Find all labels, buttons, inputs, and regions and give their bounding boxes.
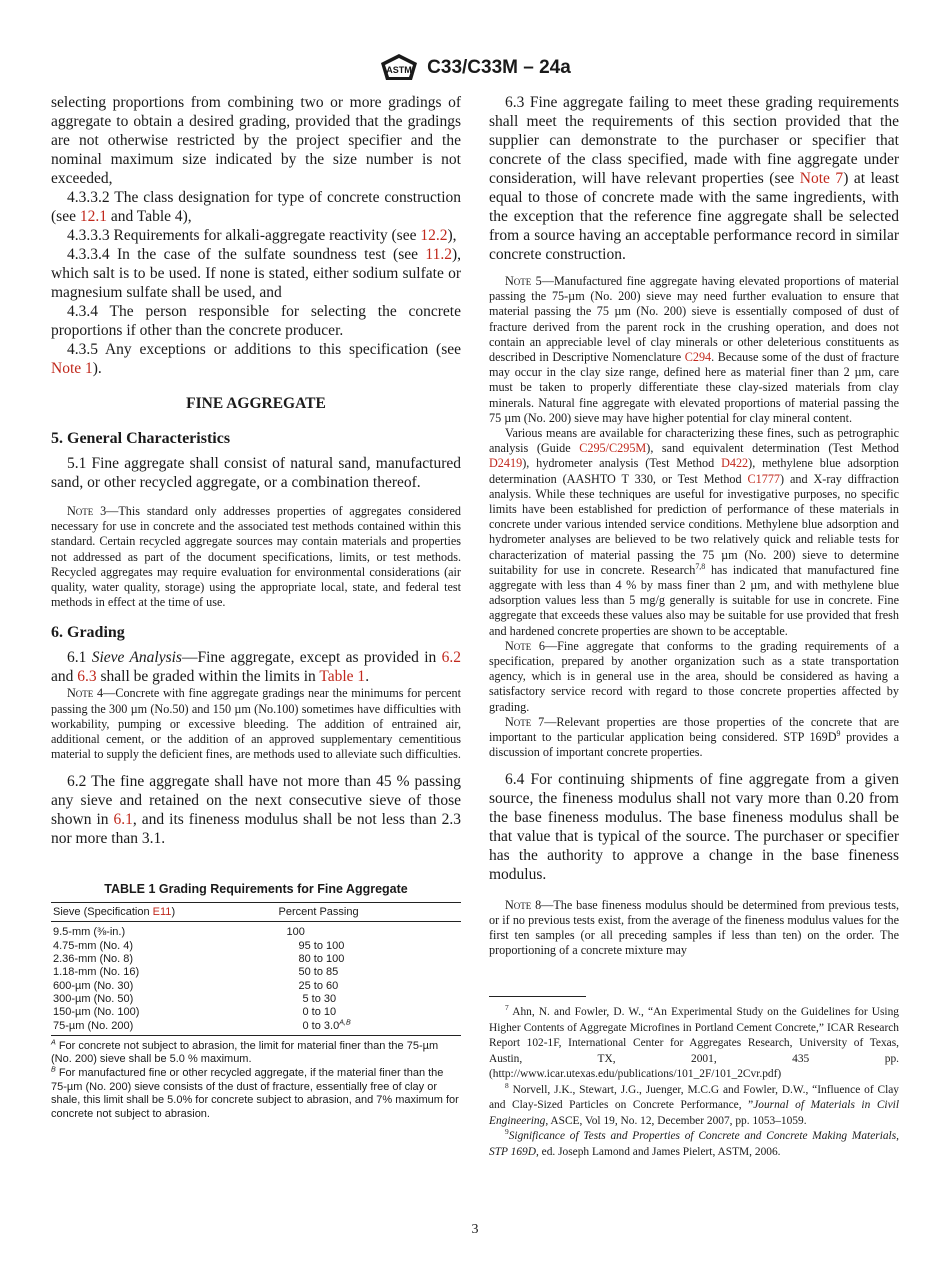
page-header xyxy=(0,53,950,83)
table-row xyxy=(51,940,461,953)
footnote-8: $^8$ Norvell, J.K., Stewart, J.G., Juenger, M.C.G and Fowler, D.W., “Influence of Clay and Clay-Sized Particles on Concrete Performance, ”Journal of Materials in Civil Engineering, ASCE, Vol 19, No. 12, December 2007, pp. 1053–1059. xyxy=(489,1081,899,1127)
paragraph-6-2: 6.2 The fine aggregate shall have not more than 45 % passing any sieve and retained on the next consecutive sieve of those shown in 6.1, and its fineness modulus shall be not less than 2.3 nor more than 3.1. xyxy=(51,773,461,848)
sieve-cell: 2.36-mm (No. 8) xyxy=(53,953,134,966)
note-7: Note 7—Relevant properties are those properties of the concrete that are important to the particular application being considered. STP $169D^9$ provides a discussion of important concrete properties. xyxy=(489,714,899,760)
paragraph-6-1: 6.1 Sieve Analysis—Fine aggregate, except as provided in 6.2 and 6.3 shall be graded within the limits in Table 1. xyxy=(51,649,461,686)
section-title-fine-aggregate: FINE AGGREGATE xyxy=(186,395,326,412)
grading-table xyxy=(51,902,461,1035)
link-6-1[interactable]: 6.1 xyxy=(113,811,133,829)
paragraph-continuation: selecting proportions from combining two or more gradings of aggregate to obtain a desired grading, provided that the gradings are not otherwise restricted by the project specifier and the nominal maximum size indicated by the size number is not exceeded, xyxy=(51,94,461,187)
paragraph-4-3-5: 4.3.5 Any exceptions or additions to this specification (see Note 1). xyxy=(51,341,461,377)
table-row xyxy=(51,993,461,1006)
link-6-2[interactable]: 6.2 xyxy=(441,649,461,667)
table-footnote-a: $^A$ For concrete not subject to abrasion, the limit for material finer than the 75-µm (No. 200) sieve shall be 5.0 % maximum. xyxy=(51,1038,439,1066)
paragraph-4-3-3-2: 4.3.3.2 The class designation for type of concrete construction (see 12.1 and Table 4), xyxy=(51,189,461,225)
percent-cell: 95 to 100 xyxy=(298,939,345,952)
left-column xyxy=(51,93,461,1121)
table-1-title: TABLE 1 Grading Requirements for Fine Aggregate xyxy=(104,882,408,897)
link-c1777[interactable]: C1777 xyxy=(747,471,781,486)
section-heading-5: 5. General Characteristics xyxy=(51,430,231,447)
percent-cell: 0 to 10 xyxy=(302,1006,337,1019)
link-e11[interactable]: E11 xyxy=(152,906,172,919)
percent-cell: 100 xyxy=(286,926,305,939)
link-11-2[interactable]: 11.2 xyxy=(425,246,452,263)
percent-cell: 80 to 100 xyxy=(298,953,345,966)
sieve-cell: 9.5-mm (⅜-in.) xyxy=(53,926,126,939)
percent-cell: 50 to 85 xyxy=(298,966,339,979)
footnote-divider xyxy=(489,996,586,997)
paragraph-4-3-3-4: 4.3.3.4 In the case of the sulfate soundness test (see 11.2), which salt is to be used. If none is stated, either sodium sulfate or magnesium sulfate shall be used, and xyxy=(51,246,461,301)
table-row xyxy=(51,1006,461,1019)
table-row xyxy=(51,966,461,979)
link-d2419[interactable]: D2419 xyxy=(489,456,523,471)
table-footnote-b: $^B$ For manufactured fine or other recycled aggregate, if the material finer than the 75-µm (No. 200) sieve consists of the dust of fracture, essentially free of clay or shale, this limit shall be 5.0% for concrete subject to abrasion, and 7% maximum for concrete not subject to abrasion. xyxy=(51,1065,459,1120)
document-id: C33/C33M – 24a xyxy=(427,57,571,78)
link-table-1[interactable]: Table 1 xyxy=(319,668,366,686)
paragraph-4-3-3-3: 4.3.3.3 Requirements for alkali-aggregate reactivity (see 12.2), xyxy=(67,227,457,244)
link-d422[interactable]: D422 xyxy=(721,456,749,471)
link-note-7[interactable]: Note 7 xyxy=(799,170,844,187)
svg-text:ASTM: ASTM xyxy=(386,65,412,75)
table-row xyxy=(51,980,461,993)
sieve-cell: 1.18-mm (No. 16) xyxy=(53,966,140,979)
note-8: Note 8—The base fineness modulus should be determined from previous tests, or if no previous tests exist, from the average of the fineness modulus values for the first ten samples (or all preceding samples if less than ten) on the order. The proportioning of a concrete mixture may xyxy=(489,897,899,958)
paragraph-5-1: 5.1 Fine aggregate shall consist of natural sand, manufactured sand, or other recycled aggregate, or a combination thereof. xyxy=(51,455,461,491)
paragraph-6-3: 6.3 Fine aggregate failing to meet these grading requirements shall meet the requirements of this section provided that the supplier can demonstrate to the purchaser or specifier that concrete of the class specified, made with fine aggregate under consideration, will have relevant properties (see Note 7) at least equal to those of concrete made with the same ingredients, with the exception that the reference fine aggregate shall be selected from a source having an acceptable performance record in similar concrete construction. xyxy=(489,94,899,263)
table-header-percent: Percent Passing xyxy=(277,903,462,922)
table-row xyxy=(51,922,461,940)
sieve-cell: 300-µm (No. 50) xyxy=(53,992,134,1005)
sieve-cell: 600-µm (No. 30) xyxy=(53,979,134,992)
table-row xyxy=(51,953,461,966)
table-row xyxy=(51,1020,461,1036)
note-6: Note 6—Fine aggregate that conforms to the grading requirements of a specification, prepared by another organization such as a state transportation agency, which is in general use in the area, should be considered as having a satisfactory service record with regard to those concrete properties affected by grading. xyxy=(489,638,899,714)
link-c294[interactable]: C294 xyxy=(684,350,712,365)
paragraph-4-3-4: 4.3.4 The person responsible for selecting the concrete proportions if other than the concrete producer. xyxy=(51,303,461,339)
table-header-sieve: Sieve (Specification E11) xyxy=(51,903,277,922)
note-5-continued: Various means are available for characterizing these fines, such as petrographic analysis (Guide C295/C295M), sand equivalent determination (Test Method D2419), hydrometer analysis (Test Method D422), methylene blue adsorption determination (AASHTO T 330, or Test Method C1777) and X-ray diffraction analysis. While these techniques are useful for investigative purposes, no specific limits have been established for prediction of performance of these materials in concrete under various intended service conditions. Methylene blue adsorption and hydrometer analyses are believed to be two relatively quick and reliable tests for characterization of material passing the 75 µm (No. 200) sieve to determine suitability for use in concrete. Research$^{7,8}$ has indicated that manufactured fine aggregate with less than 4 % by mass finer than 2 µm, and with methylene blue adsorption values less than 5 mg/g generally is suitable for use in concrete. Fine aggregate that exceeds these values also may be suitable for use provided that fresh and hardened concrete properties are shown to be acceptable. xyxy=(489,426,900,638)
astm-logo-icon xyxy=(379,53,419,83)
link-12-1[interactable]: 12.1 xyxy=(79,208,107,225)
sieve-cell: 4.75-mm (No. 4) xyxy=(53,939,134,952)
footnote-9: $^9$Significance of Tests and Properties of Concrete and Concrete Making Materials, STP 169D, ed. Joseph Lamond and James Pielert, ASTM, 2006. xyxy=(489,1127,899,1158)
percent-cell: 5 to 30 xyxy=(302,992,337,1005)
right-column xyxy=(489,93,899,1160)
percent-cell: 0 to $3.0^{A,B}$ xyxy=(277,1020,462,1036)
note-4: Note 4—Concrete with fine aggregate gradings near the minimums for percent passing the 300 µm (No.50) and 150 µm (No.100) sometimes have difficulties with workability, pumping or excessive bleeding. The addition of entrained air, additional cement, or the addition of an approved supplementary cementitious material to supply the deficient fines, are methods used to alleviate such difficulties. xyxy=(51,686,461,762)
note-3: Note 3—This standard only addresses properties of aggregates considered necessary for use in concrete and the associated test methods contained within this standard. Certain recycled aggregate sources may contain materials and properties not addressed as part of the document specifications, limits, or test methods. Recycled aggregates may require evaluation for environmental considerations (air quality, water quality, storage) using the appropriate local, state, and federal test methods in effect at the time of use. xyxy=(51,504,461,610)
link-c295[interactable]: C295/C295M xyxy=(579,441,647,456)
section-heading-6: 6. Grading xyxy=(51,624,125,642)
percent-cell: 25 to 60 xyxy=(298,979,339,992)
link-note-1[interactable]: Note 1 xyxy=(51,360,93,377)
link-6-3[interactable]: 6.3 xyxy=(77,668,97,686)
page-number: 3 xyxy=(471,1222,479,1237)
sieve-cell: 75-µm (No. 200) xyxy=(51,1020,277,1036)
note-5: Note 5—Manufactured fine aggregate having elevated proportions of material passing the 75-µm (No. 200) sieve may need further evaluation to ensure that material passing the 75 µm (No. 200) sieve is essentially composed of dust of fracture derived from the parent rock in the crushing operation, and does not contain an appreciable level of clay minerals or other deleterious constituents as described in Descriptive Nomenclature C294. Because some of the dust of fracture may occur in the clay size range, defined here as material finer than 2 µm, care must be taken to properly differentiate these clay-sized materials from clay minerals. Natural fine aggregate with elevated proportions of material passing the 75 µm (No. 200) sieve may have higher potential for clay mineral content. xyxy=(489,274,899,425)
paragraph-6-4: 6.4 For continuing shipments of fine aggregate from a given source, the fineness modulus shall not vary more than 0.20 from the base fineness modulus. The base fineness modulus shall be that value that is typical of the source. The purchaser or specifier has the authority to approve a change in the base fineness modulus. xyxy=(489,770,899,883)
sieve-cell: 150-µm (No. 100) xyxy=(53,1006,140,1019)
link-12-2[interactable]: 12.2 xyxy=(420,227,448,244)
footnote-7: $^7$ Ahn, N. and Fowler, D. W., “An Experimental Study on the Guidelines for Using Higher Contents of Aggregate Microfines in Portland Cement Concrete,” ICAR Research Report 102-1F, International Center for Aggregates Research, University of Texas, Austin, TX, 2001, 435 pp. (http://www.icar.utexas.edu/publications/101_2F/101_2Cvr.pdf) xyxy=(489,1003,899,1081)
